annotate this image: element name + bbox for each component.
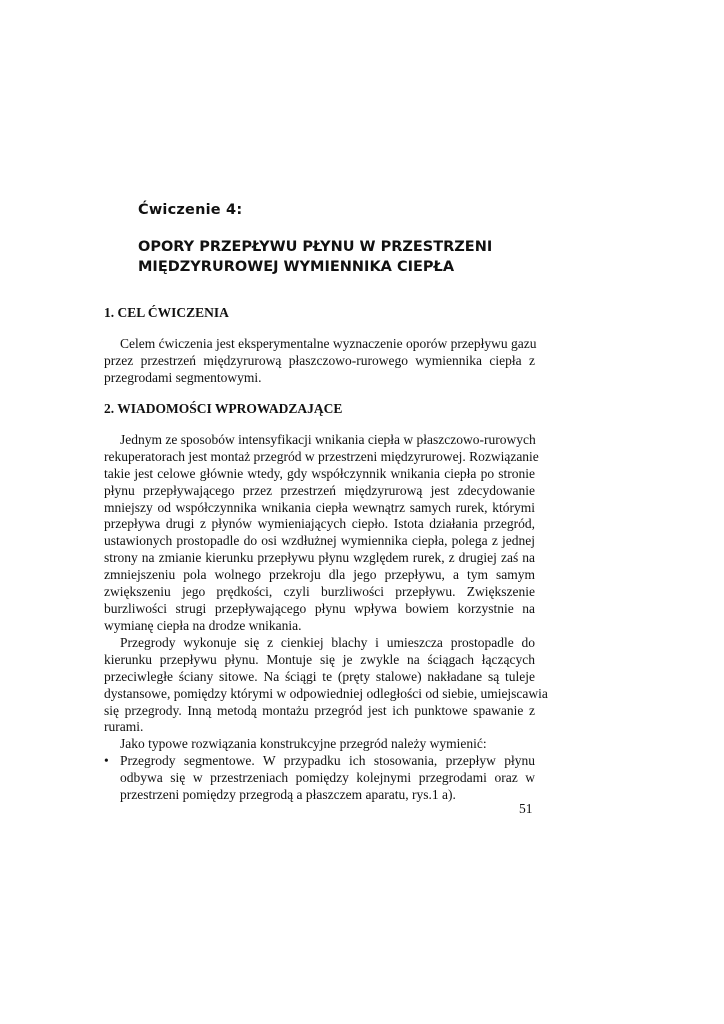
text-line: rekuperatorach jest montaż przegród w przestrzeni międzyrurowej. Rozwiązanie bbox=[104, 448, 539, 464]
text-line: rurami. bbox=[104, 719, 144, 735]
text-line: Jednym ze sposobów intensyfikacji wnikania ciepła w płaszczowo-rurowych bbox=[120, 432, 536, 447]
exercise-title-line: MIĘDZYRUROWEJ WYMIENNIKA CIEPŁA bbox=[138, 259, 455, 275]
text-line: zwiększeniu jego prędkości, czyli burzliwości przepływu. Zwiększenie bbox=[104, 584, 535, 600]
bullet-icon: • bbox=[104, 753, 109, 768]
text-line: ustawionych prostopadle do osi wzdłużnej wymiennika ciepła, polega z jednej bbox=[104, 533, 535, 549]
text-line: mniejszy od współczynnika wnikania ciepła wewnątrz samych rurek, którymi bbox=[104, 499, 535, 515]
text-line: Przegrody wykonuje się z cienkiej blachy i umieszcza prostopadle do bbox=[120, 635, 535, 650]
text-line: Celem ćwiczenia jest eksperymentalne wyznaczenie oporów przepływu gazu bbox=[120, 336, 537, 351]
paragraph-przegrody bbox=[104, 635, 548, 736]
exercise-title bbox=[138, 237, 558, 277]
section-heading-cel: 1. CEL ĆWICZENIA bbox=[104, 305, 229, 320]
text-line: dystansowe, pomiędzy którymi w odpowiedniej odległości od siebie, umiejscawia bbox=[104, 685, 548, 701]
paragraph-cel bbox=[104, 336, 535, 387]
list-item-segmentowe bbox=[104, 753, 535, 804]
text-line: przestrzeni pomiędzy przegrodą a płaszczem aparatu, rys.1 a). bbox=[120, 786, 456, 802]
paragraph-rozwiazania bbox=[104, 736, 535, 753]
text-line: strony na zmianie kierunku przepływu płynu względem rurek, z drugiej zaś na bbox=[104, 550, 535, 566]
text-line: płynu przepływającego przez przestrzeń międzyrurową jest zdecydowanie bbox=[104, 482, 535, 498]
text-line: przepływa drugi z płynów wymieniających ciepło. Istota działania przegród, bbox=[104, 516, 535, 532]
list-item-text bbox=[120, 753, 535, 804]
text-line: przeciwległe ściany sitowe. Na ściągi te (pręty stalowe) nakładane są tuleje bbox=[104, 668, 535, 684]
paragraph-intro bbox=[104, 432, 539, 635]
text-line: wymianę ciepła na drodze wnikania. bbox=[104, 617, 302, 633]
page-number: 51 bbox=[519, 801, 533, 816]
text-line: odbywa się w przestrzeniach pomiędzy kolejnymi przegrodami oraz w bbox=[120, 769, 535, 785]
text-line: Jako typowe rozwiązania konstrukcyjne przegród należy wymienić: bbox=[120, 736, 487, 751]
text-line: przez przestrzeń międzyrurową płaszczowo-rurowego wymiennika ciepła z bbox=[104, 352, 535, 368]
exercise-label: Ćwiczenie 4: bbox=[138, 202, 243, 218]
text-line: Przegrody segmentowe. W przypadku ich stosowania, przepływ płynu bbox=[120, 753, 535, 768]
text-line: się przegrody. Inną metodą montażu przegród jest ich punktowe spawanie z bbox=[104, 702, 535, 718]
text-line: przegrodami segmentowymi. bbox=[104, 369, 262, 385]
text-line: takie jest celowe głównie wtedy, gdy współczynnik wnikania ciepła po stronie bbox=[104, 465, 535, 481]
text-line: burzliwości strugi przepływającego płynu wpływa bowiem korzystnie na bbox=[104, 600, 535, 616]
exercise-title-line: OPORY PRZEPŁYWU PŁYNU W PRZESTRZENI bbox=[138, 239, 493, 255]
section-heading-wiadomosci: 2. WIADOMOŚCI WPROWADZAJĄCE bbox=[104, 401, 343, 416]
text-line: kierunku przepływu płynu. Montuje się je zwykle na ściągach łączących bbox=[104, 651, 535, 667]
text-line: zmniejszeniu pola wolnego przekroju dla jego przepływu, a tym samym bbox=[104, 567, 535, 583]
